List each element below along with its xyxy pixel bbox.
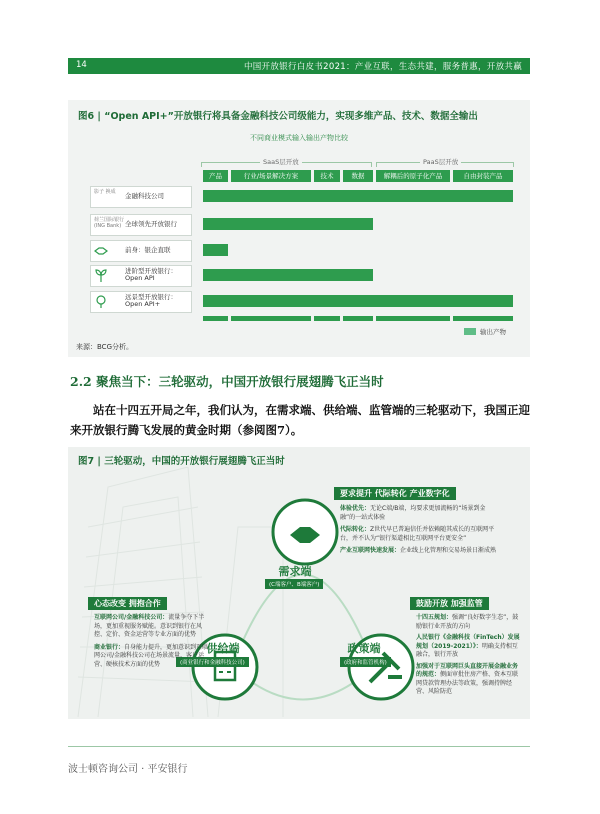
row-fintech [90, 186, 192, 208]
item-body: Z世代早已普遍信任并依赖随其成长的互联网平台，并不认为“银行渠道相比互联网平台更安全” [340, 526, 495, 542]
paas-group-label: PaaS层开放 [420, 157, 461, 166]
item-head: 体验优先： [340, 505, 371, 512]
strip [376, 316, 450, 321]
item-body: 企业线上化管理和交易场景日渐成熟 [400, 547, 497, 554]
figure-6-title: 图6 | “Open API+”开放银行将具备金融科技公司级能力，实现多维产品、技术、数据全输出 [78, 111, 478, 122]
row-label: 前身：银企直联 [125, 246, 171, 254]
node-policy-sub: (政府和监管机构) [340, 657, 391, 667]
figure-7 [68, 447, 530, 719]
row-sublabel: 影子 换成 [94, 189, 116, 195]
figure-7-title: 图7 | 三轮驱动，中国的开放银行展翅腾飞正当时 [78, 456, 285, 467]
strip [453, 316, 513, 321]
node-supply: 供给端 [206, 642, 240, 655]
paas-bracket-right [513, 162, 514, 167]
footer-text: 波士顿咨询公司 · 平安银行 [68, 764, 188, 775]
saas-bracket-left [201, 162, 202, 167]
item-body: 强调“良好数字生态”，鼓励银行业开放的方向 [416, 614, 519, 630]
plant-icon [94, 269, 108, 283]
column-header: 解耦后的原子化产品 [376, 170, 450, 182]
item-head: 人民银行《金融科技（FinTech）发展规划（2019-2021）》： [416, 634, 520, 650]
item-head: 互联网公司/金融科技公司： [94, 614, 169, 621]
supply-text [94, 614, 212, 669]
tree-icon [94, 295, 108, 309]
page-header [68, 58, 530, 74]
node-demand: 需求端 [278, 565, 312, 578]
section-paragraph: 站在十四五开局之年，我们认为，在需求端、供给端、监管端的三轮驱动下，我国正迎来开放银行腾飞发展的黄金时期（参阅图7）。 [70, 403, 530, 437]
item-body: 流量争夺下半场，更加重视服务赋能。意识到银行在风控、定价、资金运营等专业方面的优势 [94, 614, 205, 638]
item-head: 加强对于互联网巨头直接开展金融业务的规范： [416, 662, 519, 678]
item-head: 商业银行： [94, 643, 125, 651]
row-sublabel: 荷兰国际银行 (ING Bank) [94, 217, 125, 229]
tag-demand: 要求提升 代际转化 产业数字化 [334, 487, 456, 500]
item-head: 十四五规划： [416, 614, 453, 621]
strip [231, 316, 311, 321]
legend-swatch [464, 328, 476, 335]
saas-group-label: SaaS层开放 [260, 157, 302, 166]
item-body: 自身能力提升，更加意识到互联网公司/金融科技公司在场景流量、客户运营、硬核技术方面的优势 [94, 643, 209, 668]
strip [314, 316, 340, 321]
tag-supply: 心态改变 拥抱合作 [88, 597, 167, 610]
legend-label: 输出产物 [480, 328, 506, 336]
figure-6-subtitle: 不同商业模式输入输出产物比较 [250, 134, 348, 142]
policy-text [416, 614, 522, 697]
bar-advanced [203, 269, 373, 281]
item-body: 明确支持相互融合，银行开放 [416, 642, 518, 658]
strip [343, 316, 373, 321]
item-head: 产业互联网快速发展： [340, 547, 401, 554]
column-header: 产品 [203, 170, 228, 182]
node-supply-sub: (商业银行和金融科技公司) [176, 657, 249, 667]
tag-policy: 鼓励开放 加强监管 [410, 597, 489, 610]
bar-direct [203, 244, 228, 256]
row-label: 远景型开放银行：Open API+ [125, 293, 177, 308]
row-vision [90, 291, 192, 313]
strip [203, 316, 228, 321]
footer-divider [68, 746, 530, 747]
column-header: 自由封装产品 [453, 170, 513, 182]
row-advanced [90, 265, 192, 287]
section-heading: 2.2 聚焦当下：三轮驱动，中国开放银行展翅腾飞正当时 [70, 374, 384, 389]
column-header: 行业/场景解决方案 [231, 170, 311, 182]
bar-ing [203, 218, 373, 230]
page-number: 14 [76, 60, 87, 70]
row-ing [90, 214, 192, 236]
row-label: 金融科技公司 [125, 192, 164, 200]
saas-bracket-right [371, 162, 372, 167]
handshake-icon [94, 244, 108, 258]
item-head: 代际转化： [340, 526, 371, 533]
bar-vision [203, 295, 513, 307]
header-title: 中国开放银行白皮书2021：产业互联，生态共建，服务普惠，开放共赢 [243, 62, 522, 72]
column-header: 数据 [343, 170, 373, 182]
row-label: 进阶型开放银行：Open API [125, 267, 177, 282]
figure-6-source: 来源：BCG分析。 [76, 343, 133, 351]
node-policy: 政策端 [347, 642, 381, 655]
row-direct [90, 240, 192, 262]
row-label: 全球领先开放银行 [125, 220, 177, 228]
bar-fintech [203, 190, 513, 202]
demand-text [340, 505, 500, 556]
column-header: 技术 [314, 170, 340, 182]
node-demand-sub: (C端客户、B端客户) [265, 579, 323, 589]
item-body: 侧面审批住房产格、资本互联网贷款管理办法等政策，强调持牌经营、风险防范 [416, 671, 519, 695]
item-body: 无论C端/B端，均要求更加流畅的“场景到金融”的一站式体验 [340, 505, 486, 521]
paas-bracket-left [376, 162, 377, 167]
